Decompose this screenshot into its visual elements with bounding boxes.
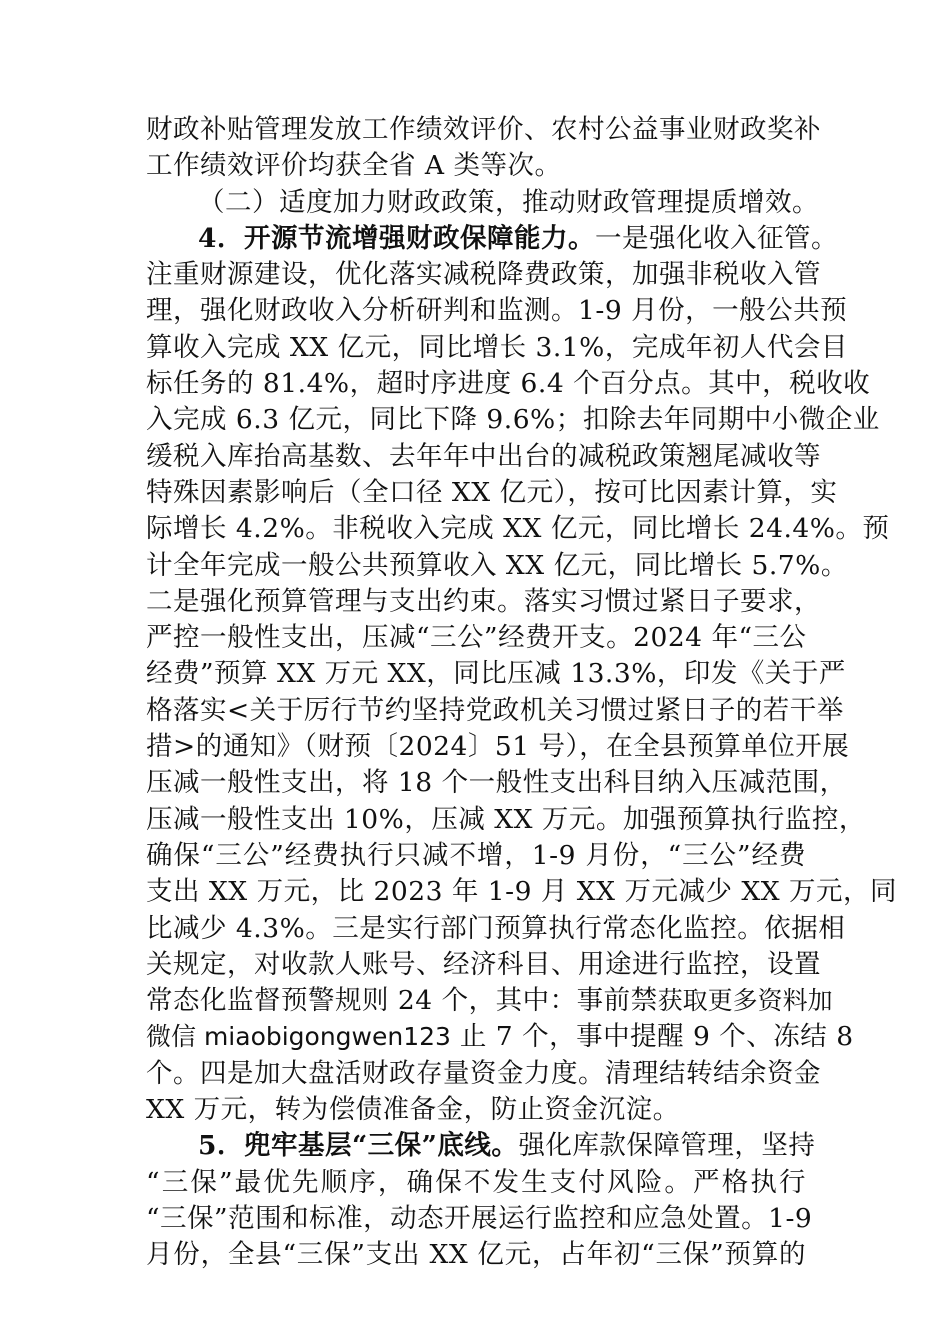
body-line: 缓税入库抬高基数、去年年中出台的减税政策翘尾减收等: [146, 440, 821, 472]
body-line: 理，强化财政收入分析研判和监测。1-9 月份，一般公共预: [146, 295, 848, 327]
body-text: 一是强化收入征管。: [594, 222, 838, 254]
body-line: 标任务的 81.4%，超时序进度 6.4 个百分点。其中，税收收: [146, 368, 871, 400]
body-line: 入完成 6.3 亿元，同比下降 9.6%；扣除去年同期中小微企业: [146, 404, 880, 436]
body-line: 严控一般性支出，压减“三公”经费开支。2024 年“三公: [146, 622, 807, 654]
body-text: 强化库款保障管理，坚持: [518, 1130, 816, 1162]
body-line: 比减少 4.3%。三是实行部门预算执行常态化监控。依据相: [146, 912, 846, 944]
body-line: 月份，全县“三保”支出 XX 亿元，占年初“三保”预算的: [146, 1239, 806, 1271]
body-line: XX 万元，转为偿债准备金，防止资金沉淀。: [146, 1094, 680, 1126]
body-line: 二是强化预算管理与支出约束。落实习惯过紧日子要求，: [146, 585, 821, 617]
body-line: 注重财源建设，优化落实减税降费政策，加强非税收入管: [146, 259, 821, 291]
body-text: 止 7 个，事中提醒 9 个、冻结 8: [450, 1021, 854, 1053]
body-line: [146, 1128, 816, 1164]
body-line: 算收入完成 XX 亿元，同比增长 3.1%，完成年初人代会目: [146, 331, 848, 363]
watermark-text: 获取更多资料加: [657, 986, 833, 1016]
body-line: [146, 221, 838, 257]
body-line: 际增长 4.2%。非税收入完成 XX 亿元，同比增长 24.4%。预: [146, 513, 890, 545]
document-page: [146, 112, 898, 1274]
body-line: “三保”范围和标准，动态开展运行监控和应急处置。1-9: [146, 1202, 813, 1234]
body-line: 个。四是加大盘活财政存量资金力度。清理结转结余资金: [146, 1057, 821, 1089]
body-line: [146, 983, 833, 1019]
body-line: 计全年完成一般公共预算收入 XX 亿元，同比增长 5.7%。: [146, 549, 848, 581]
body-line: 确保“三公”经费执行只减不增，1-9 月份，“三公”经费: [146, 839, 806, 871]
body-line: 格落实<关于厉行节约坚持党政机关习惯过紧日子的若干举: [146, 694, 844, 726]
body-line: 特殊因素影响后（全口径 XX 亿元），按可比因素计算，实: [146, 476, 838, 508]
section-heading: （二）适度加力财政政策，推动财政管理提质增效。: [198, 186, 819, 218]
body-line: 压减一般性支出，将 18 个一般性支出科目纳入压减范围，: [146, 767, 847, 799]
body-line: “三保”最优先顺序，确保不发生支付风险。严格执行: [146, 1166, 806, 1198]
body-line: 经费”预算 XX 万元 XX，同比压减 13.3%，印发《关于严: [146, 658, 846, 690]
watermark-text: 微信 miaobigongwen123: [146, 1022, 451, 1052]
item-heading: 4．开源节流增强财政保障能力。: [198, 222, 595, 254]
body-line: 关规定，对收款人账号、经济科目、用途进行监控，设置: [146, 948, 821, 980]
body-line: 措>的通知》（财预〔2024〕51 号），在全县预算单位开展: [146, 731, 850, 763]
item-heading: 5．兜牢基层“三保”底线。: [198, 1130, 519, 1162]
body-line: 财政补贴管理发放工作绩效评价、农村公益事业财政奖补: [146, 114, 821, 145]
body-line: 支出 XX 万元，比 2023 年 1-9 月 XX 万元减少 XX 万元，同: [146, 876, 898, 908]
body-line: [146, 1019, 854, 1055]
body-line: 工作绩效评价均获全省 A 类等次。: [146, 150, 562, 182]
body-line: 压减一般性支出 10%，压减 XX 万元。加强预算执行监控，: [146, 803, 866, 835]
body-text: 常态化监督预警规则 24 个，其中：事前禁: [146, 985, 658, 1017]
